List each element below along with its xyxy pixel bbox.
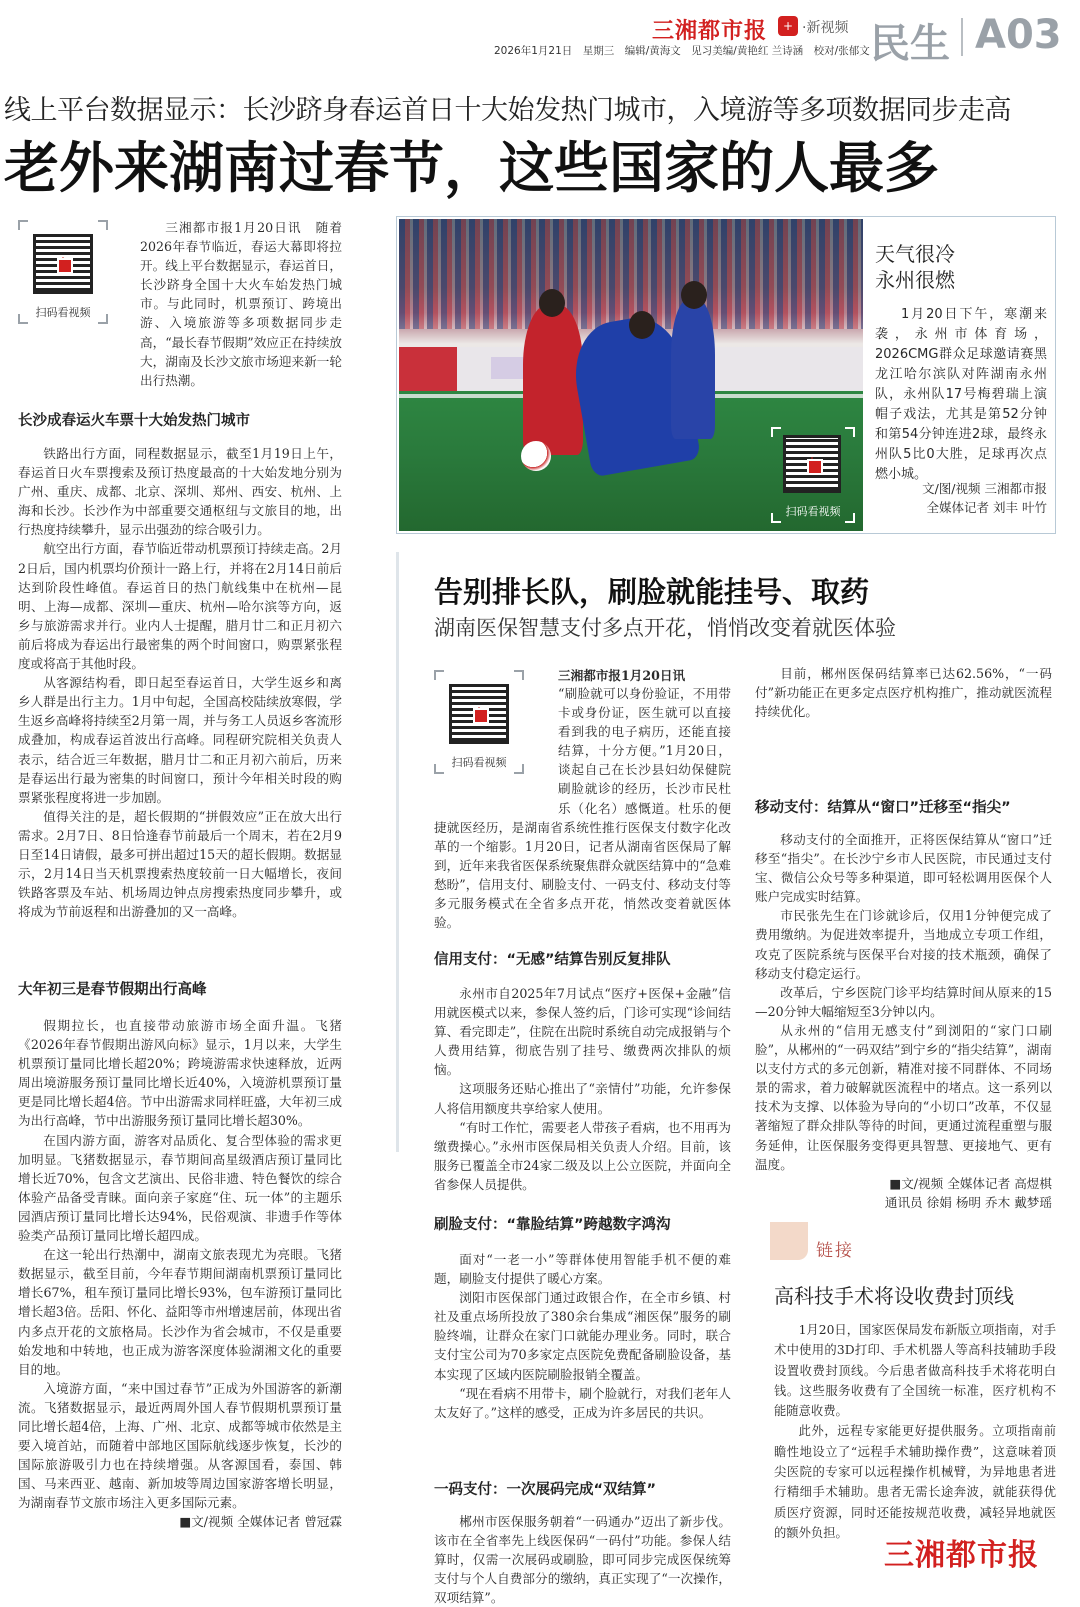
medical-body-4	[755, 664, 1052, 721]
medical-body-3	[434, 1512, 731, 1606]
lead-kicker: 线上平台数据显示：长沙跻身春运首日十大始发热门城市，入境游等多项数据同步走高	[4, 95, 1011, 126]
link-paragraph: 此外，远程专家能更好提供服务。立项指南前瞻性地设立了“远程手术辅助操作费”，这意味着顶尖医院的专家可以远程操作机械臂，为异地患者进行精细手术辅助。患者无需长途奔波，就能获得优质医疗资源，同时还能按规范收费，减轻异地就医的额外负担。	[774, 1424, 1056, 1540]
masthead	[0, 0, 1080, 82]
medical-paragraph: “有时工作忙，需要老人带孩子看病，也不用再为缴费操心。”永州市医保局相关负责人介绍。目前，该服务已覆盖全市24家二级及以上公立医院，并面向全省参保人员提供。	[434, 1119, 731, 1192]
photo-title-line: 天气很冷	[875, 242, 955, 266]
lead-headline: 老外来湖南过春节，这些国家的人最多	[4, 136, 940, 200]
column-divider	[396, 552, 399, 1152]
medical-paragraph: 浏阳市医保部门通过政银合作，在全市乡镇、村社及重点场所投放了380余台集成“湘医保”服务的刷脸终端，让群众在家门口就能办理业务。同时，联合支付宝公司为70多家定点医院免费配备刷脸设备，基本实现了区域内医院刷脸报销全覆盖。	[434, 1290, 731, 1382]
photo-qr-code[interactable]	[771, 427, 855, 523]
photo-story-credit	[875, 479, 1047, 517]
intro-float-spacer	[434, 684, 558, 800]
photo-title-line: 永州很燃	[875, 268, 955, 292]
lead-paragraph: 铁路出行方面，同程数据显示，截至1月19日上午，春运首日火车票搜索及预订热度最高的十大始发地分别为广州、重庆、成都、北京、深圳、郑州、西安、杭州、上海和长沙。长沙作为中部重要交通枢纽与文旅目的地，出行热度持续攀升，显示出强劲的综合吸引力。	[18, 446, 342, 538]
medical-body-5	[755, 830, 1052, 1212]
medical-paragraph: 永州市自2025年7月试点“医疗+医保+金融”信用就医模式以来，参保人签约后，门诊可实现“诊间结算、看完即走”，住院在出院时系统自动完成报销与个人费用结算，彻底告别了挂号、缴费两次排队的烦恼。	[434, 986, 731, 1078]
lead-body-2	[18, 1016, 342, 1532]
player-red	[523, 305, 583, 455]
medical-subhead: 湖南医保智慧支付多点开花，悄悄改变着就医体验	[434, 616, 896, 640]
qr-corner	[18, 220, 28, 230]
page-number: A03	[975, 12, 1062, 58]
photo-credit-line: 文/图/视频 三湘都市报	[922, 481, 1047, 496]
medical-paragraph: 从永州的“信用无感支付”到浏阳的“家门口刷脸”，从郴州的“一码双结”到宁乡的“指尖结算”，湖南以支付方式的多元创新，精准对接不同群体、不同场景的需求，着力破解就医流程中的堵点。这一系列以技术为支撑、以体验为导向的“小切口”改革，不仅显著缩短了群众排队等待的时间，更通过流程重塑与服务延伸，让医保服务变得更具智慧、更接地气、更有温度。	[755, 1022, 1052, 1172]
lead-paragraph: 假期拉长，也直接带动旅游市场全面升温。飞猪《2026年春节假期出游风向标》显示，1月以来，大学生机票预订量同比增长超20%；跨境游需求快速释放，近两周出境游服务预订量同比增长近40%，入境游机票预订量更是同比增长超4倍。节中出游需求同样旺盛，大年初三成为出行高峰，节中出游服务预订量同比增长超30%。	[18, 1018, 342, 1129]
lead-subhead-2: 大年初三是春节假期出行高峰	[18, 982, 207, 998]
qr-label: 扫码看视频	[451, 756, 507, 769]
medical-intro-text: “刷脸就可以身份验证，不用带卡或身份证，医生就可以直接看到我的电子病历，还能直接结算，十分方便。”1月20日，谈起自己在长沙县妇幼保健院刷脸就诊的经历，长沙市民杜乐（化名）感慨道。杜乐的便捷就医经历，是湖南省系统性推行医保支付数字化改革的一个缩影。1月20日，记者从湖南省医保局了解到，近年来我省医保系统聚焦群众就医结算中的“急难愁盼”，信用支付、刷脸支付、一码支付、移动支付等多元服务模式在全省多点开花，悄然改变着就医体验。	[434, 686, 731, 931]
medical-paragraph: 这项服务还贴心推出了“亲情付”功能，允许参保人将信用额度共享给家人使用。	[434, 1081, 731, 1116]
lead-paragraph: 航空出行方面，春节临近带动机票预订持续走高。2月2日后，国内机票均价预计一路上行，并将在2月14日前后达到阶段性峰值。春运首日的热门航线集中在杭州—昆明、上海—成都、深圳—重庆、杭州—哈尔滨等方向，返乡与旅游需求并行。业内人士提醒，腊月廿二和正月初六前后将成为春运出行最密集的两个时间窗口，购票紧张程度或将高于其他时段。	[18, 541, 342, 672]
medical-subhead-4: 移动支付：结算从“窗口”迁移至“指尖”	[755, 800, 1011, 816]
qr-label: 扫码看视频	[35, 306, 91, 319]
qr-corner	[771, 427, 781, 437]
medical-body-2	[434, 1250, 731, 1422]
qr-label: 扫码看视频	[785, 505, 841, 518]
photo-story-body: 1月20日下午，寒潮来袭，永州市体育场，2026CMG群众足球邀请赛黑龙江哈尔滨队对阵湖南永州队，永州队17号梅碧瑞上演帽子戏法，尤其是第52分钟和第54分钟连进2球，最终永州队5比0大胜，足球再次点燃小城。	[875, 307, 1047, 482]
football-photo	[399, 219, 863, 531]
medical-paragraph: 移动支付的全面推开，正将医保结算从“窗口”迁移至“指尖”。在长沙宁乡市人民医院，市民通过支付宝、微信公众号等多种渠道，即可轻松调用医保个人账户完成实时结算。	[755, 832, 1052, 905]
medical-intro	[434, 684, 731, 934]
app-logo-icon: +	[778, 16, 798, 36]
medical-dateline: 三湘都市报1月20日讯	[558, 668, 686, 683]
lead-paragraph: 在国内游方面，游客对品质化、复合型体验的需求更加明显。飞猪数据显示，春节期间高星级酒店预订量同比增长近70%，包含文艺演出、民俗非遗、特色餐饮的综合体验产品备受青睐。面向亲子家庭“住、玩一体”的主题乐园酒店预订量同比增长达94%，民俗观演、非遗手作等体验类产品预订量同比增长超四成。	[18, 1132, 342, 1244]
medical-paragraph: 市民张先生在门诊就诊后，仅用1分钟便完成了费用缴纳。为促进效率提升，当地成立专项工作组，攻克了医院系统与医保平台对接的技术瓶颈，确保了移动支付稳定运行。	[755, 908, 1052, 981]
video-brand: ·新视频	[802, 20, 849, 36]
player-head	[681, 281, 707, 309]
medical-headline: 告别排长队，刷脸就能挂号、取药	[434, 575, 870, 609]
qr-code-icon	[33, 234, 93, 294]
medical-credit: ■文/视频 全媒体记者 高煜棋	[889, 1175, 1052, 1191]
section-name: 民生	[870, 21, 950, 67]
medical-subhead-1: 信用支付：“无感”结算告别反复排队	[434, 952, 671, 968]
lead-paragraph: 入境游方面，“来中国过春节”正成为外国游客的新潮流。飞猪数据显示，最近两周外国人春节假期机票预订量同比增长超4倍，上海、广州、北京、成都等城市依然是主要入境首站，而随着中部地区国际航线逐步恢复，长沙的国际旅游吸引力也在持续增强。从客源国看，泰国、韩国、马来西亚、越南、新加坡等周边国家游客增长明显，为湖南春节文旅市场注入更多国际元素。	[18, 1380, 342, 1511]
link-body	[774, 1320, 1056, 1563]
lead-paragraph: 从客源结构看，即日起至春运首日，大学生返乡和离乡人群是出行主力。1月中旬起，全国高校陆续放寒假，学生返乡高峰将持续至2月第一周，并与务工人员返乡客流形成叠加，构成春运首波出行高峰。同程研究院相关负责人表示，结合近三年数据，腊月廿二和正月初六前后，历来是春运出行最为密集的时间窗口，预计今年相关时段的购票紧张程度将进一步加剧。	[18, 675, 342, 805]
lead-qr-code[interactable]	[18, 220, 108, 324]
player-blue	[671, 299, 715, 439]
lead-intro	[140, 218, 342, 390]
link-paragraph: 1月20日，国家医保局发布新版立项指南，对手术中使用的3D打印、手术机器人等高科技辅助手段设置收费封顶线。今后患者做高科技手术将花明白钱。这些服务收费有了全国统一标准，医疗机构不能随意收费。	[774, 1323, 1056, 1419]
medical-subhead-2: 刷脸支付：“靠脸结算”跨越数字鸿沟	[434, 1217, 671, 1233]
issue-info: 2026年1月21日 星期三 编辑/黄海文 见习美编/黄艳红 兰诗涵 校对/张郁文	[494, 45, 870, 57]
qr-corner	[514, 670, 524, 680]
link-tag-icon	[770, 1222, 808, 1260]
lead-intro-text: 三湘都市报1月20日讯 随着2026年春节临近，春运大幕即将拉开。线上平台数据显示，春运首日，长沙跻身全国十大火车始发热门城市。与此同时，机票预订、跨境出游、入境旅游等多项数据同步走高，“最长春节假期”效应正在持续放大，湖南及长沙文旅市场迎来新一轮出行热潮。	[140, 220, 342, 388]
lead-paragraph: 值得关注的是，超长假期的“拼假效应”正在放大出行需求。2月7日、8日恰逢春节前最后一个周末，若在2月9日至14日请假，最多可拼出超过15天的超长假期。数据显示，2月14日当天机票搜索热度较前一日大幅增长，夜间铁路客票及车站、机场周边钟点房搜索热度同步攀升，或将成为节前返程和出游叠加的又一高峰。	[18, 808, 342, 920]
medical-paragraph: 郴州市医保服务朝着“一码通办”迈出了新步伐。该市在全省率先上线医保码“一码付”功能。参保人结算时，仅需一次展码或刷脸，即可同步完成医保统筹支付与个人自费部分的缴纳，真正实现了“一次操作，双项结算”。	[434, 1514, 731, 1606]
medical-body-1	[434, 984, 731, 1194]
player-head	[629, 311, 655, 339]
masthead-divider	[961, 18, 963, 56]
lead-subhead-1: 长沙成春运火车票十大始发热门城市	[18, 413, 250, 429]
qr-corner	[98, 220, 108, 230]
photo-story	[396, 216, 1056, 534]
qr-code-icon	[783, 435, 841, 493]
football-icon	[521, 441, 551, 471]
newspaper-brand: 三湘都市报	[652, 19, 768, 44]
medical-paragraph: 改革后，宁乡医院门诊平均结算时间从原来的15—20分钟大幅缩短至3分钟以内。	[755, 984, 1052, 1019]
photo-credit-line: 全媒体记者 刘丰 叶竹	[926, 500, 1047, 515]
medical-paragraph: “现在看病不用带卡，刷个脸就行，对我们老年人太友好了。”这样的感受，正成为许多居民的共识。	[434, 1385, 731, 1420]
link-title: 高科技手术将设收费封顶线	[774, 1284, 1014, 1308]
medical-subhead-3: 一码支付：一次展码完成“双结算”	[434, 1482, 657, 1498]
photo-crowd	[399, 219, 863, 329]
qr-corner	[434, 670, 444, 680]
qr-corner	[845, 427, 855, 437]
link-label: 链接	[816, 1241, 854, 1261]
lead-body-1	[18, 444, 342, 921]
lead-paragraph: 在这一轮出行热潮中，湖南文旅表现尤为亮眼。飞猪数据显示，截至目前，今年春节期间湖南机票预订量同比增长67%，租车预订量同比增长93%，包车游预订量同比增长超3倍。岳阳、怀化、益阳等市州增速居前，体现出省内多点开花的文旅格局。长沙作为省会城市，不仅是重要始发地和中转地，也正成为游客深度体验湖湘文化的重要目的地。	[18, 1247, 342, 1377]
photo-story-title	[875, 241, 955, 293]
player-head	[539, 289, 565, 317]
medical-credit: 通讯员 徐娟 杨明 乔木 戴梦瑶	[884, 1194, 1052, 1210]
medical-paragraph: 目前，郴州医保码结算率已达62.56%，“一码付”新功能正在更多定点医疗机构推广，推动就医流程持续优化。	[755, 666, 1052, 720]
footer-logo: 三湘都市报	[884, 1538, 1039, 1573]
lead-credit: ■文/视频 全媒体记者 曾冠霖	[179, 1514, 342, 1530]
medical-paragraph: 面对“一老一小”等群体使用智能手机不便的难题，刷脸支付提供了暖心方案。	[434, 1252, 731, 1287]
